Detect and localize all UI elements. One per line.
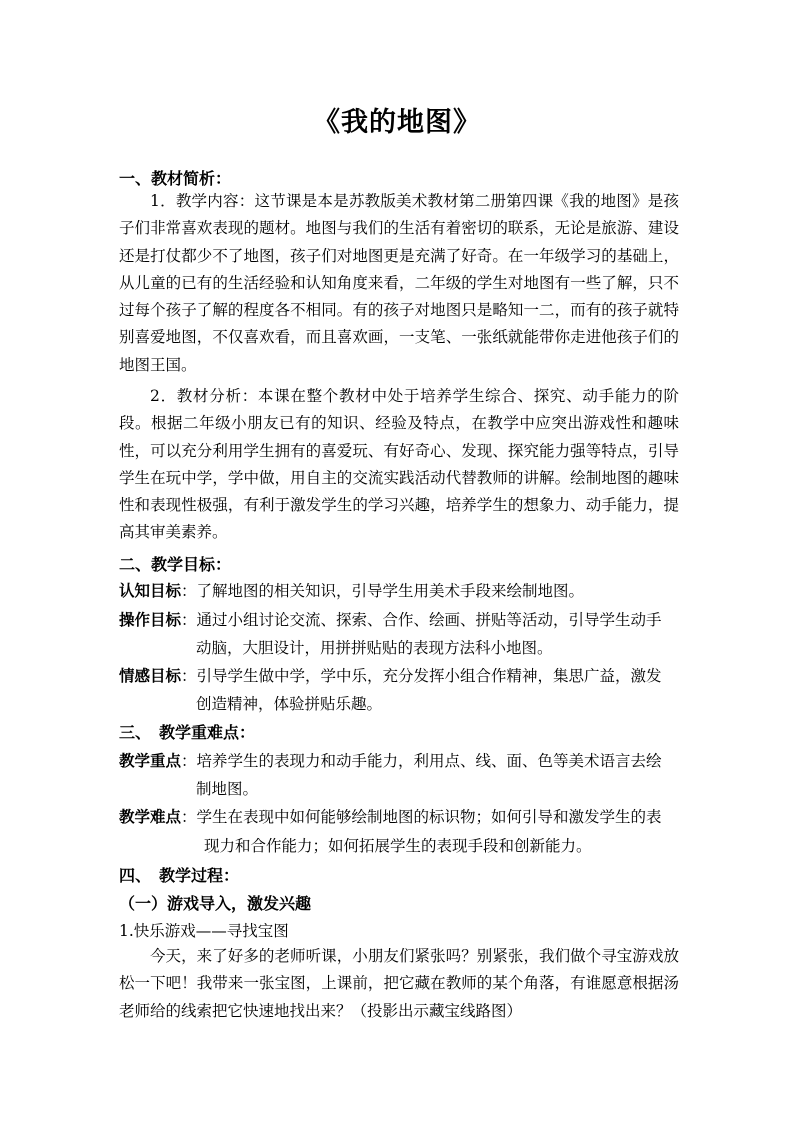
goal-emotional-label: 情感目标 [119,666,182,685]
goal-operational-text: ：通过小组讨论交流、探索、合作、绘画、拼贴等活动，引导学生动手 [181,611,662,629]
paragraph-teaching-content: 1．教学内容：这节课是本是苏教版美术教材第二册第四课《我的地图》是孩子们非常喜欢表现的题材。地图与我们的生活有着密切的联系，无论是旅游、建设还是打仗都少不了地图，孩子们对地图更是充满了好奇。在一年级学习的基础上，从儿童的已有的生活经验和认知角度来看，二年级的学生对地图有一些了解，只不过每个孩子了解的程度各不相同。有的孩子对地图只是略知一二，而有的孩子就特别喜爱地图，不仅喜欢看，而且喜欢画，一支笔、一张纸就能带你走进他孩子们的地图王国。 [119,192,679,374]
section-heading-textbook-analysis: 一、教材简析： [119,169,232,188]
goal-cognitive-label: 认知目标 [119,581,182,600]
section-heading-teaching-goals: 二、教学目标： [119,555,232,574]
goal-emotional [119,662,679,690]
goal-emotional-text: ：引导学生做中学，学中乐，充分发挥小组合作精神，集思广益，激发 [181,667,662,685]
goal-emotional-continuation: 创造精神，体验拼贴乐趣。 [196,695,383,713]
key-point-focus [119,747,679,775]
key-point-difficulty-continuation: 现力和合作能力；如何拓展学生的表现手段和创新能力。 [204,837,592,855]
key-point-difficulty [119,803,679,831]
section-heading-teaching-process: 四、 教学过程： [119,866,240,885]
goal-cognitive [119,577,679,605]
subsection-heading-game-intro: （一）游戏导入，激发兴趣 [119,894,312,913]
key-point-focus-continuation: 制地图。 [196,780,259,798]
key-point-difficulty-text: ：学生在表现中如何能够绘制地图的标识物；如何引导和激发学生的表 [181,808,662,826]
key-point-focus-label: 教学重点 [119,751,182,770]
goal-operational [119,606,679,634]
goal-operational-label: 操作目标 [119,610,182,629]
paragraph-textbook-analysis: 2．教材分析：本课在整个教材中处于培养学生综合、探究、动手能力的阶段。根据二年级小朋友已有的知识、经验及特点，在教学中应突出游戏性和趣味性，可以充分利用学生拥有的喜爱玩、有好奇心、发现、探究能力强等特点，引导学生在玩中学，学中做，用自主的交流实践活动代替教师的讲解。绘制地图的趣味性和表现性极强，有利于激发学生的学习兴趣，培养学生的想象力、动手能力，提高其审美素养。 [119,387,679,542]
key-point-focus-text: ：培养学生的表现力和动手能力，利用点、线、面、色等美术语言去绘 [181,752,662,770]
page-title: 《我的地图》 [313,107,481,138]
list-item-happy-game: 1.快乐游戏——寻找宝图 [119,922,289,940]
section-heading-key-points: 三、 教学重难点： [119,723,256,742]
goal-cognitive-text: ：了解地图的相关知识，引导学生用美术手段来绘制地图。 [181,582,585,600]
key-point-difficulty-label: 教学难点 [119,807,182,826]
paragraph-game-intro: 今天，来了好多的老师听课，小朋友们紧张吗？别紧张，我们做个寻宝游戏放松一下吧！我带来一张宝图，上课前，把它藏在教师的某个角落，有谁愿意根据汤老师给的线索把它快速地找出来？（投影出示藏宝线路图） [119,947,679,1020]
goal-operational-continuation: 动脑，大胆设计，用拼拼贴贴的表现方法科小地图。 [196,639,553,657]
